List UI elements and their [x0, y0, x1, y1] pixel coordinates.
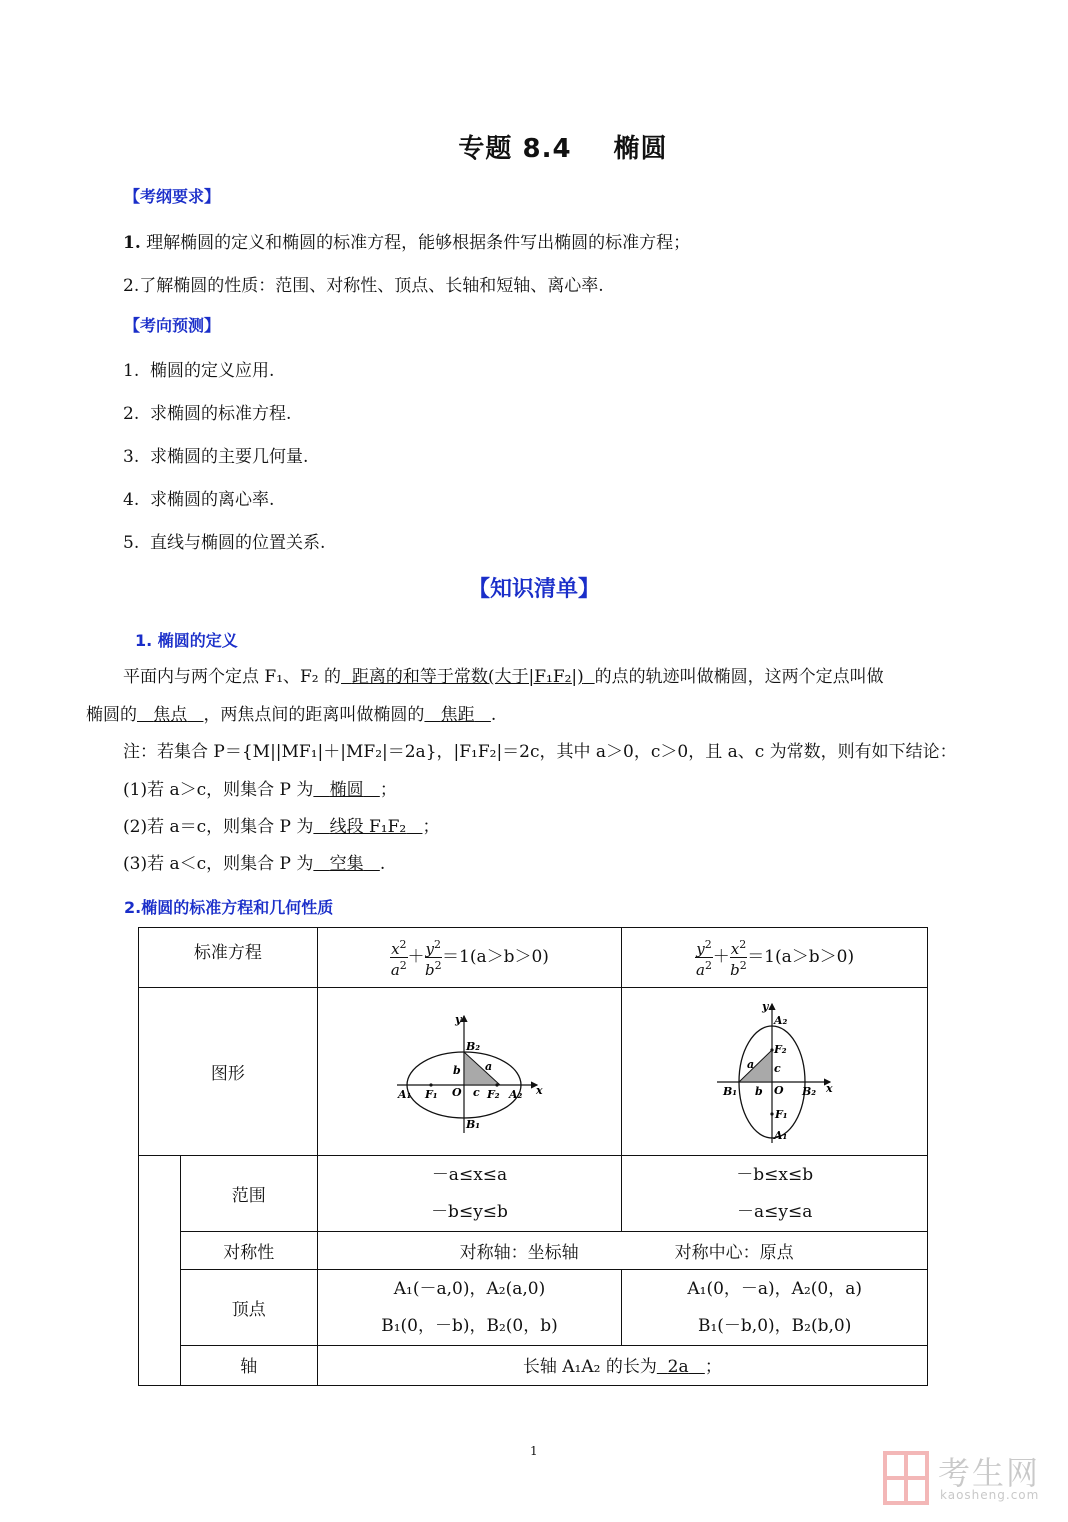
forecast-item: 4. 求椭圆的离心率. — [123, 490, 275, 510]
watermark — [880, 1448, 1050, 1508]
definition-note: 注：若集合 P＝{M||MF₁|＋|MF₂|＝2a}，|F₁F₂|＝2c，其中 a＞0，c＞0，且 a、c 为常数，则有如下结论： — [123, 742, 957, 762]
conclusion-2: (2)若 a＝c，则集合 P 为 线段 F₁F₂ ； — [123, 817, 440, 837]
equation-horizontal: $\frac{x^2}{a^2}$ ＋ $\frac{y^2}{b^2}$ ＝1(a＞b＞0) — [317, 928, 622, 988]
symmetry-cell: 对称轴：坐标轴 对称中心：原点 — [317, 1232, 927, 1270]
equation-vertical: $\frac{y^2}{a^2}$ ＋ $\frac{x^2}{b^2}$ ＝1(a＞b＞0) — [622, 928, 928, 988]
conclusion-3: (3)若 a＜c，则集合 P 为 空集 . — [123, 854, 386, 874]
svg-text:B₁: B₁ — [722, 1084, 737, 1098]
row-label-symmetry: 对称性 — [180, 1232, 317, 1270]
svg-text:B₂: B₂ — [465, 1039, 480, 1053]
figure-vertical-ellipse — [622, 988, 928, 1156]
svg-text:a: a — [746, 1057, 754, 1071]
outline-item: 2.了解椭圆的性质：范围、对称性、顶点、长轴和短轴、离心率. — [123, 276, 604, 296]
svg-text:a: a — [484, 1059, 492, 1073]
definition-paragraph-line2: 椭圆的 焦点 ，两焦点间的距离叫做椭圆的 焦距 . — [86, 705, 497, 725]
svg-text:b: b — [452, 1063, 461, 1077]
svg-text:x: x — [825, 1081, 833, 1095]
vertical-ellipse-diagram — [715, 998, 835, 1146]
row-label-standard-equation: 标准方程 — [139, 928, 318, 988]
definition-paragraph-line1: 平面内与两个定点 F₁、F₂ 的 距离的和等于常数(大于|F₁F₂|) 的点的轨迹叫做椭圆，这两个定点叫做 — [123, 667, 884, 687]
exam-outline-heading: 【考纲要求】 — [124, 187, 221, 206]
svg-text:c: c — [773, 1061, 781, 1075]
range-vertical: －b≤x≤b －a≤y≤a — [622, 1156, 928, 1232]
page-title — [0, 128, 1068, 165]
outline-item: 1. 理解椭圆的定义和椭圆的标准方程，能够根据条件写出椭圆的标准方程； — [123, 233, 691, 253]
watermark-logo-icon — [882, 1450, 932, 1506]
watermark-text: 考生网 — [938, 1454, 1041, 1492]
row-label-figure: 图形 — [139, 988, 318, 1156]
svg-text:A₂: A₂ — [508, 1087, 522, 1101]
svg-text:y: y — [761, 999, 769, 1013]
forecast-item: 5. 直线与椭圆的位置关系. — [123, 533, 326, 553]
forecast-item: 1. 椭圆的定义应用. — [123, 361, 275, 381]
svg-text:F₁: F₁ — [424, 1087, 438, 1101]
svg-text:O: O — [451, 1085, 462, 1099]
row-label-axis: 轴 — [180, 1346, 317, 1386]
vertex-horizontal: A₁(－a,0)，A₂(a,0) B₁(0，－b)，B₂(0，b) — [317, 1270, 622, 1346]
title-subject: 椭圆 — [613, 134, 668, 164]
conclusion-1: (1)若 a＞c，则集合 P 为 椭圆 ； — [123, 780, 397, 800]
table-row — [139, 1346, 928, 1386]
properties-group-cell — [139, 1156, 181, 1386]
svg-text:x: x — [535, 1083, 543, 1097]
forecast-item: 3. 求椭圆的主要几何量. — [123, 447, 309, 467]
table-row — [139, 1232, 928, 1270]
ellipse-properties-table — [138, 927, 928, 1386]
definition-heading: 1. 椭圆的定义 — [135, 631, 238, 650]
svg-text:O: O — [773, 1083, 784, 1097]
range-horizontal: －a≤x≤a －b≤y≤b — [317, 1156, 622, 1232]
svg-text:A₁: A₁ — [397, 1087, 411, 1101]
horizontal-ellipse-diagram — [395, 1008, 545, 1136]
title-topic: 专题 8.4 — [458, 134, 572, 164]
knowledge-heading: 【知识清单】 — [467, 577, 600, 602]
svg-text:B₁: B₁ — [465, 1117, 480, 1131]
svg-text:c: c — [472, 1085, 480, 1099]
figure-horizontal-ellipse — [317, 988, 622, 1156]
forecast-item: 2. 求椭圆的标准方程. — [123, 404, 292, 424]
svg-text:B₂: B₂ — [801, 1084, 816, 1098]
svg-text:y: y — [454, 1012, 461, 1026]
row-label-vertex: 顶点 — [180, 1270, 317, 1346]
svg-text:b: b — [754, 1084, 763, 1098]
svg-text:F₁: F₁ — [774, 1107, 788, 1121]
page-number: 1 — [530, 1444, 538, 1458]
table-row — [139, 1270, 928, 1346]
row-label-range: 范围 — [180, 1156, 317, 1232]
vertex-vertical: A₁(0，－a)，A₂(0，a) B₁(－b,0)，B₂(b,0) — [622, 1270, 928, 1346]
svg-text:F₂: F₂ — [773, 1042, 787, 1056]
svg-text:A₁: A₁ — [773, 1128, 788, 1142]
svg-text:F₂: F₂ — [486, 1087, 500, 1101]
table-row — [139, 928, 928, 988]
axis-cell: 长轴 A₁A₂ 的长为 2a ； — [317, 1346, 927, 1386]
watermark-subtext: kaosheng.com — [940, 1488, 1040, 1502]
table-row — [139, 988, 928, 1156]
forecast-heading: 【考向预测】 — [124, 316, 221, 335]
standard-equation-heading: 2.椭圆的标准方程和几何性质 — [124, 898, 334, 917]
table-row — [139, 1156, 928, 1232]
svg-text:A₂: A₂ — [773, 1013, 788, 1027]
